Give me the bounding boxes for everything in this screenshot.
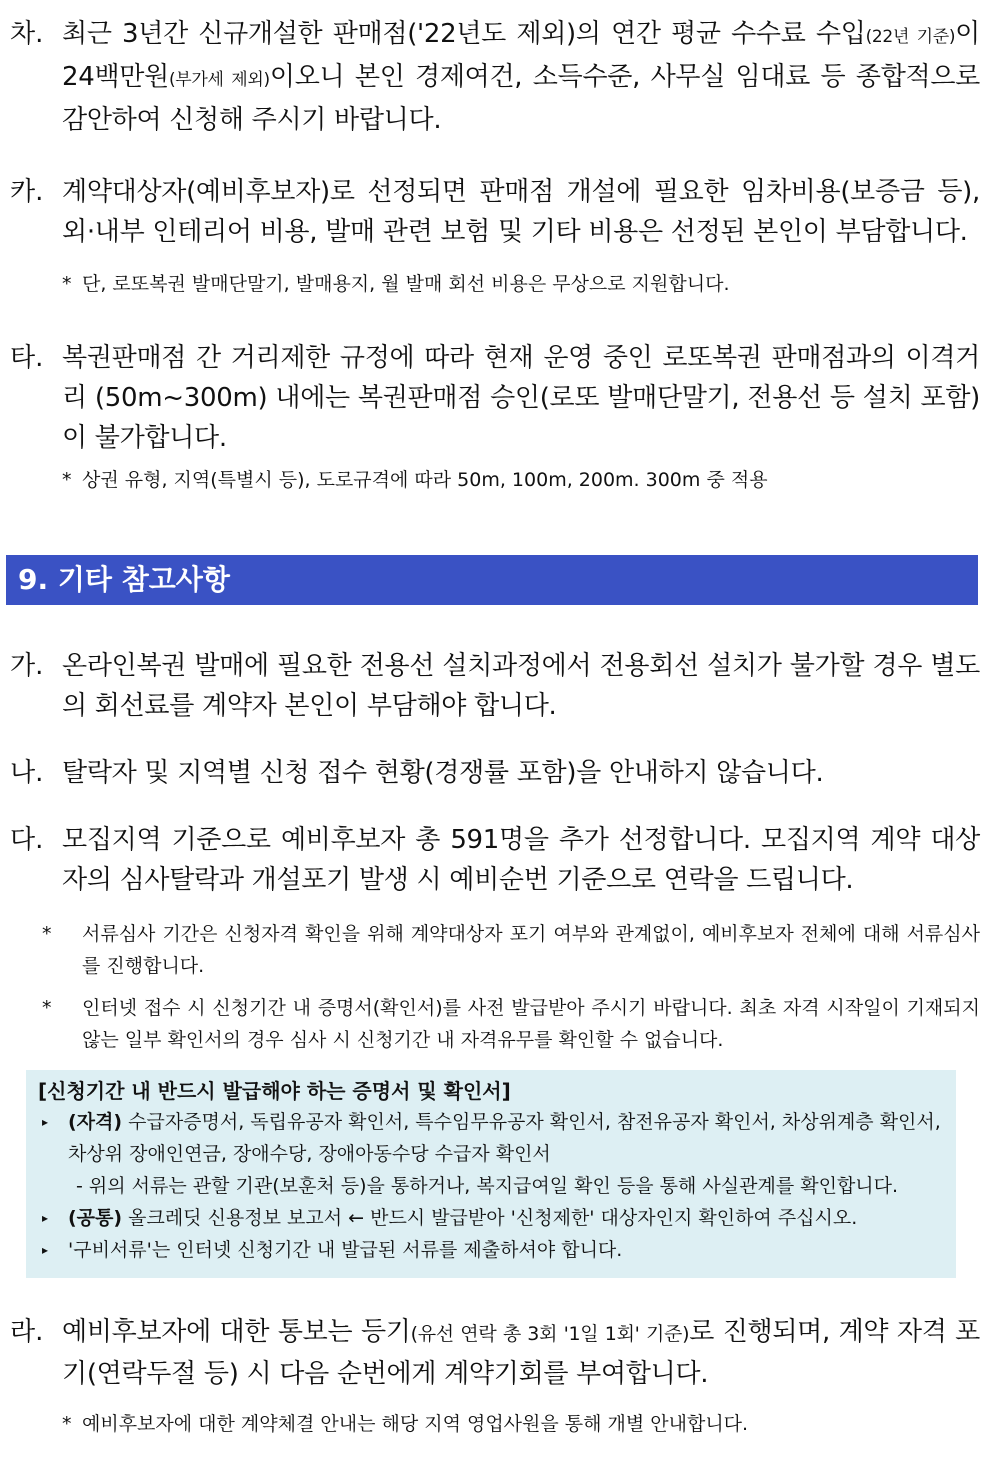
bullet-triangle-icon: ▸ [42,1115,49,1129]
box-title: [신청기간 내 반드시 발급해야 하는 증명서 및 확인서] [38,1079,511,1103]
bullet-triangle-icon: ▸ [42,1243,49,1257]
item-text: 탈락자 및 지역별 신청 접수 현황(경쟁률 포함)을 안내하지 않습니다. [62,758,824,788]
item-cha [10,14,980,140]
required-documents-box [26,1070,956,1278]
bullet-triangle-icon: ▸ [42,1211,49,1225]
item-marker: 타. [10,343,44,373]
note-da-2: * 인터넷 접수 시 신청기간 내 증명서(확인서)를 사전 발급받아 주시기 바랍니다. 최초 자격 시작일이 기재되지 않는 일부 확인서의 경우 심사 시 신청기간 내 자격유무를 확인할 수 없습니다. [42,997,980,1051]
item-marker: 다. [10,825,44,855]
note-ta: * 상권 유형, 지역(특별시 등), 도로규격에 따라 50m, 100m, 200m. 300m 중 적용 [62,469,768,491]
item-marker: 가. [10,651,44,681]
note-ka: * 단, 로또복권 발매단말기, 발매용지, 월 발매 회선 비용은 무상으로 지원합니다. [62,273,730,295]
item-text: 온라인복권 발매에 필요한 전용선 설치과정에서 전용회선 설치가 불가할 경우 별도의 회선료를 계약자 본인이 부담해야 합니다. [62,651,980,721]
item-ra [10,1312,980,1394]
item-marker: 카. [10,177,44,207]
item-text: 모집지역 기준으로 예비후보자 총 591명을 추가 선정합니다. 모집지역 계약 대상자의 심사탈락과 개설포기 발생 시 예비순번 기준으로 연락을 드립니다. [62,825,980,895]
box-bullet-documents: ▸ '구비서류'는 인터넷 신청기간 내 발급된 서류를 제출하셔야 합니다. [38,1234,944,1266]
item-da [10,820,980,900]
item-ka [10,172,980,252]
item-na [10,753,980,793]
section-header [6,555,978,605]
note-ra: * 예비후보자에 대한 계약체결 안내는 해당 지역 영업사원을 통해 개별 안내합니다. [62,1413,749,1435]
item-ga [10,646,980,726]
item-marker: 나. [10,758,44,788]
item-ta [10,338,980,458]
item-text: 최근 3년간 신규개설한 판매점('22년도 제외)의 연간 평균 수수료 수입(22년 기준)이 24백만원(부가세 제외)이오니 본인 경제여건, 소득수준, 사무실 임대료 등 종합적으로 감안하여 신청해 주시기 바랍니다. [62,19,980,135]
item-marker: 라. [10,1317,44,1347]
item-text: 예비후보자에 대한 통보는 등기(유선 연락 총 3회 '1일 1회' 기준)로 진행되며, 계약 자격 포기(연락두절 등) 시 다음 순번에게 계약기회를 부여합니다. [62,1317,980,1389]
box-dash-note: - 위의 서류는 관할 기관(보훈처 등)을 통하거나, 복지급여일 확인 등을 통해 사실관계를 확인합니다. [76,1175,899,1197]
item-text: 계약대상자(예비후보자)로 선정되면 판매점 개설에 필요한 임차비용(보증금 등), 외·내부 인테리어 비용, 발매 관련 보험 및 기타 비용은 선정된 본인이 부담합니다. [62,177,980,247]
section-title: 9. 기타 참고사항 [18,563,230,596]
box-bullet-qualification: ▸ (자격) 수급자증명서, 독립유공자 확인서, 특수임무유공자 확인서, 참전유공자 확인서, 차상위계층 확인서, 차상위 장애인연금, 장애수당, 장애아동수당 수급자 확인서 [38,1106,944,1170]
note-da-1: * 서류심사 기간은 신청자격 확인을 위해 계약대상자 포기 여부와 관계없이, 예비후보자 전체에 대해 서류심사를 진행합니다. [42,923,980,977]
item-marker: 차. [10,19,44,49]
box-bullet-common: ▸ (공통) 올크레딧 신용정보 보고서 ← 반드시 발급받아 '신청제한' 대상자인지 확인하여 주십시오. [38,1202,944,1234]
item-text: 복권판매점 간 거리제한 규정에 따라 현재 운영 중인 로또복권 판매점과의 이격거리 (50m~300m) 내에는 복권판매점 승인(로또 발매단말기, 전용선 등 설치 포함)이 불가합니다. [62,343,980,453]
